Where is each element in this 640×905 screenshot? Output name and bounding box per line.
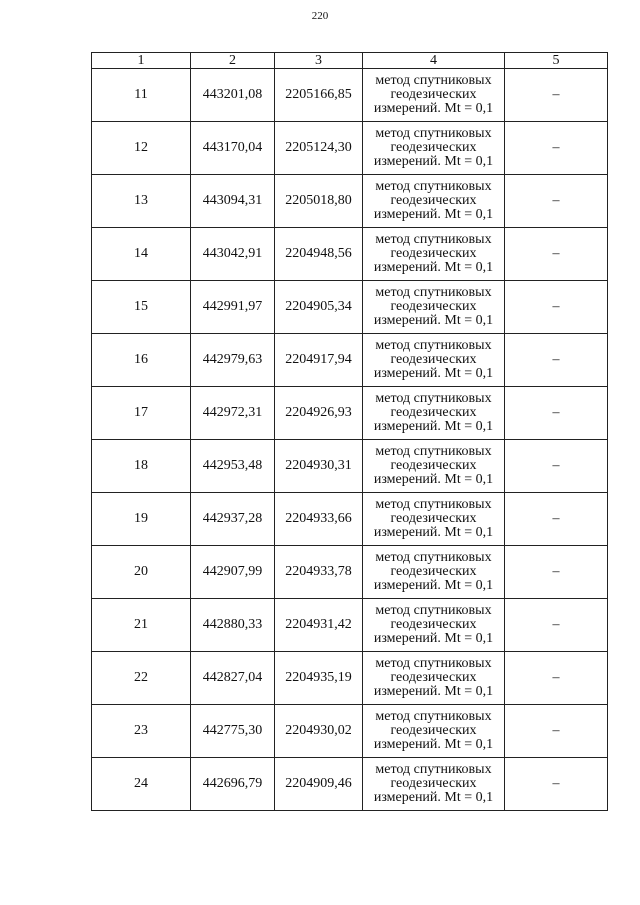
method-line: геодезических — [390, 140, 477, 155]
page-number: 220 — [311, 10, 329, 22]
method-cell — [363, 69, 505, 122]
method-line: измерений. Mt = 0,1 — [373, 631, 494, 646]
x-coordinate-cell: 442775,30 — [191, 705, 275, 758]
table-row — [92, 387, 608, 440]
point-number-cell: 14 — [92, 228, 191, 281]
method-line: метод спутниковых — [375, 444, 492, 459]
method-line: геодезических — [390, 511, 477, 526]
table-row — [92, 599, 608, 652]
method-line: метод спутниковых — [375, 656, 492, 671]
method-line: метод спутниковых — [375, 391, 492, 406]
note-cell: – — [505, 652, 608, 705]
point-number-cell: 23 — [92, 705, 191, 758]
point-number-cell: 18 — [92, 440, 191, 493]
table-row — [92, 228, 608, 281]
point-number-cell: 15 — [92, 281, 191, 334]
method-line: геодезических — [390, 776, 477, 791]
method-line: геодезических — [390, 617, 477, 632]
method-line: геодезических — [390, 670, 477, 685]
method-line: геодезических — [390, 405, 477, 420]
method-line: геодезических — [390, 564, 477, 579]
x-coordinate-cell: 443201,08 — [191, 69, 275, 122]
point-number-cell: 11 — [92, 69, 191, 122]
note-cell: – — [505, 440, 608, 493]
x-coordinate-cell: 442827,04 — [191, 652, 275, 705]
method-cell — [363, 175, 505, 228]
x-coordinate-cell: 442696,79 — [191, 758, 275, 811]
method-line: измерений. Mt = 0,1 — [373, 419, 494, 434]
method-line: метод спутниковых — [375, 179, 492, 194]
method-line: метод спутниковых — [375, 603, 492, 618]
method-line: геодезических — [390, 352, 477, 367]
note-cell: – — [505, 546, 608, 599]
x-coordinate-cell: 443042,91 — [191, 228, 275, 281]
method-cell — [363, 228, 505, 281]
point-number-cell: 12 — [92, 122, 191, 175]
x-coordinate-cell: 442979,63 — [191, 334, 275, 387]
method-line: измерений. Mt = 0,1 — [373, 260, 494, 275]
point-number-cell: 19 — [92, 493, 191, 546]
method-line: геодезических — [390, 723, 477, 738]
x-coordinate-cell: 442937,28 — [191, 493, 275, 546]
method-cell — [363, 652, 505, 705]
method-line: метод спутниковых — [375, 73, 492, 88]
method-line: измерений. Mt = 0,1 — [373, 790, 494, 805]
table-row — [92, 122, 608, 175]
x-coordinate-cell: 442880,33 — [191, 599, 275, 652]
y-coordinate-cell: 2204930,02 — [275, 705, 363, 758]
table-row — [92, 69, 608, 122]
y-coordinate-cell: 2204917,94 — [275, 334, 363, 387]
y-coordinate-cell: 2204930,31 — [275, 440, 363, 493]
method-line: метод спутниковых — [375, 709, 492, 724]
method-cell — [363, 758, 505, 811]
method-cell — [363, 705, 505, 758]
method-line: метод спутниковых — [375, 126, 492, 141]
method-line: геодезических — [390, 193, 477, 208]
note-cell: – — [505, 599, 608, 652]
note-cell: – — [505, 387, 608, 440]
table-row — [92, 652, 608, 705]
point-number-cell: 22 — [92, 652, 191, 705]
method-cell — [363, 281, 505, 334]
method-cell — [363, 122, 505, 175]
y-coordinate-cell: 2204935,19 — [275, 652, 363, 705]
y-coordinate-cell: 2205166,85 — [275, 69, 363, 122]
method-cell — [363, 493, 505, 546]
point-number-cell: 21 — [92, 599, 191, 652]
note-cell: – — [505, 122, 608, 175]
note-cell: – — [505, 705, 608, 758]
method-line: измерений. Mt = 0,1 — [373, 366, 494, 381]
method-line: измерений. Mt = 0,1 — [373, 207, 494, 222]
method-line: измерений. Mt = 0,1 — [373, 313, 494, 328]
method-line: геодезических — [390, 87, 477, 102]
column-header: 1 — [92, 53, 191, 69]
table-row — [92, 546, 608, 599]
table-row — [92, 334, 608, 387]
note-cell: – — [505, 493, 608, 546]
x-coordinate-cell: 442953,48 — [191, 440, 275, 493]
method-cell — [363, 546, 505, 599]
y-coordinate-cell: 2204931,42 — [275, 599, 363, 652]
note-cell: – — [505, 334, 608, 387]
x-coordinate-cell: 443094,31 — [191, 175, 275, 228]
table-row — [92, 758, 608, 811]
method-line: измерений. Mt = 0,1 — [373, 472, 494, 487]
y-coordinate-cell: 2204933,66 — [275, 493, 363, 546]
method-line: метод спутниковых — [375, 497, 492, 512]
note-cell: – — [505, 228, 608, 281]
method-line: метод спутниковых — [375, 550, 492, 565]
point-number-cell: 24 — [92, 758, 191, 811]
column-header: 5 — [505, 53, 608, 69]
x-coordinate-cell: 442907,99 — [191, 546, 275, 599]
column-header: 4 — [363, 53, 505, 69]
y-coordinate-cell: 2204909,46 — [275, 758, 363, 811]
table-row — [92, 281, 608, 334]
coordinates-table — [91, 52, 608, 811]
method-line: метод спутниковых — [375, 232, 492, 247]
note-cell: – — [505, 175, 608, 228]
y-coordinate-cell: 2204905,34 — [275, 281, 363, 334]
method-line: измерений. Mt = 0,1 — [373, 101, 494, 116]
point-number-cell: 20 — [92, 546, 191, 599]
y-coordinate-cell: 2204948,56 — [275, 228, 363, 281]
column-header: 2 — [191, 53, 275, 69]
method-cell — [363, 387, 505, 440]
method-line: геодезических — [390, 458, 477, 473]
y-coordinate-cell: 2205124,30 — [275, 122, 363, 175]
table-header-row — [92, 53, 608, 69]
note-cell: – — [505, 69, 608, 122]
method-cell — [363, 440, 505, 493]
note-cell: – — [505, 281, 608, 334]
y-coordinate-cell: 2205018,80 — [275, 175, 363, 228]
note-cell: – — [505, 758, 608, 811]
method-line: измерений. Mt = 0,1 — [373, 154, 494, 169]
method-line: метод спутниковых — [375, 762, 492, 777]
y-coordinate-cell: 2204926,93 — [275, 387, 363, 440]
point-number-cell: 16 — [92, 334, 191, 387]
point-number-cell: 13 — [92, 175, 191, 228]
point-number-cell: 17 — [92, 387, 191, 440]
method-line: метод спутниковых — [375, 338, 492, 353]
column-header: 3 — [275, 53, 363, 69]
x-coordinate-cell: 442991,97 — [191, 281, 275, 334]
method-line: метод спутниковых — [375, 285, 492, 300]
method-line: измерений. Mt = 0,1 — [373, 684, 494, 699]
table-row — [92, 175, 608, 228]
method-line: измерений. Mt = 0,1 — [373, 578, 494, 593]
method-cell — [363, 599, 505, 652]
method-cell — [363, 334, 505, 387]
x-coordinate-cell: 443170,04 — [191, 122, 275, 175]
method-line: геодезических — [390, 246, 477, 261]
y-coordinate-cell: 2204933,78 — [275, 546, 363, 599]
method-line: геодезических — [390, 299, 477, 314]
method-line: измерений. Mt = 0,1 — [373, 525, 494, 540]
table-row — [92, 493, 608, 546]
table-row — [92, 705, 608, 758]
method-line: измерений. Mt = 0,1 — [373, 737, 494, 752]
x-coordinate-cell: 442972,31 — [191, 387, 275, 440]
table-row — [92, 440, 608, 493]
